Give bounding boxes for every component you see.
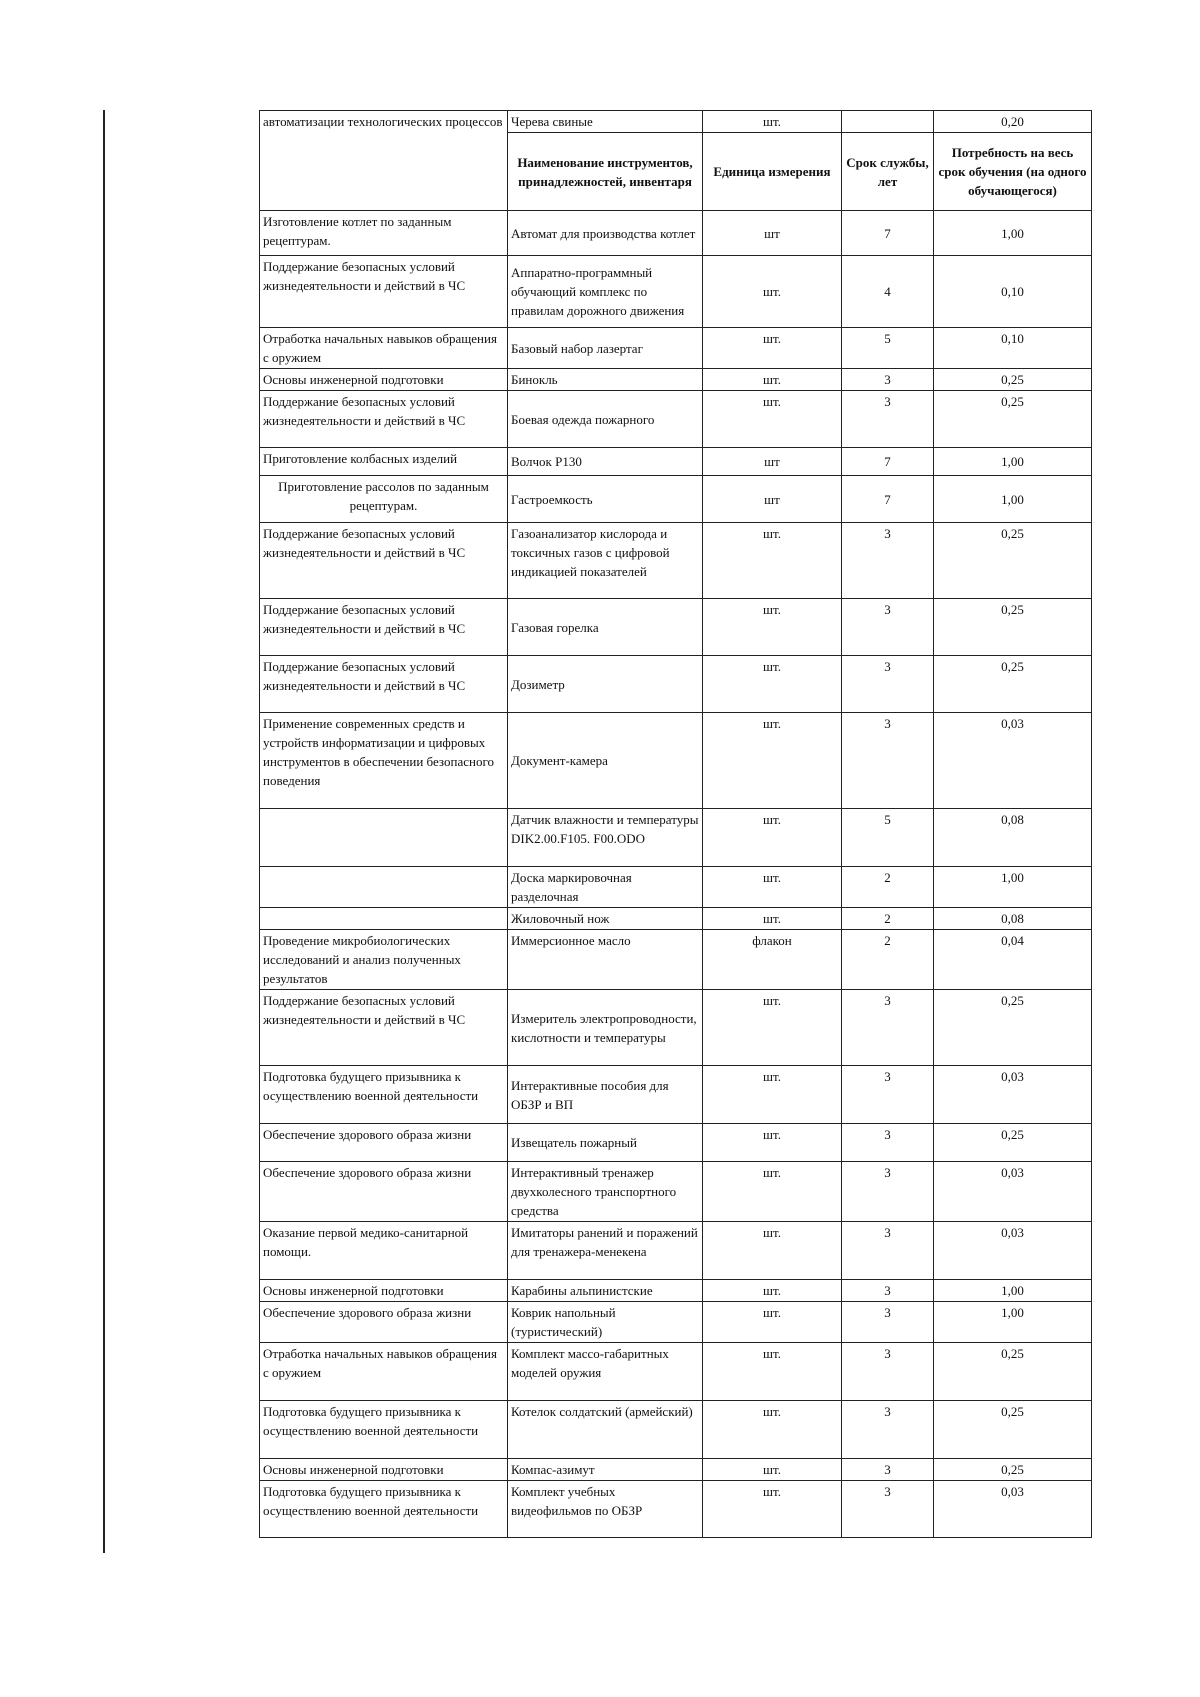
unit-cell: шт. <box>703 599 842 656</box>
life-cell: 5 <box>842 809 934 867</box>
life-cell: 3 <box>842 713 934 809</box>
table-row <box>260 211 1092 256</box>
activity-cell: Поддержание безопасных условий жизнедеятельности и действий в ЧС <box>260 523 508 599</box>
unit-cell: шт. <box>703 111 842 133</box>
table-row <box>260 111 1092 133</box>
life-cell: 3 <box>842 369 934 391</box>
table-row <box>260 369 1092 391</box>
activity-cell: Подготовка будущего призывника к осуществлению военной деятельности <box>260 1481 508 1538</box>
unit-cell: шт. <box>703 1343 842 1401</box>
item-cell: Котелок солдатский (армейский) <box>508 1401 703 1459</box>
item-cell: Волчок Р130 <box>508 448 703 476</box>
life-cell: 2 <box>842 908 934 930</box>
need-cell: 0,03 <box>934 713 1092 809</box>
need-cell: 0,03 <box>934 1066 1092 1124</box>
header-need: Потребность на весь срок обучения (на одного обучающегося) <box>934 133 1092 211</box>
item-cell: Комплект массо-габаритных моделей оружия <box>508 1343 703 1401</box>
activity-cell: Оказание первой медико-санитарной помощи. <box>260 1222 508 1280</box>
table-row <box>260 713 1092 809</box>
activity-cell: Поддержание безопасных условий жизнедеятельности и действий в ЧС <box>260 391 508 448</box>
item-cell: Боевая одежда пожарного <box>508 391 703 448</box>
table-row <box>260 656 1092 713</box>
item-cell: Доска маркировочная разделочная <box>508 867 703 908</box>
life-cell: 2 <box>842 867 934 908</box>
activity-cell: Отработка начальных навыков обращения с оружием <box>260 1343 508 1401</box>
activity-cell: Подготовка будущего призывника к осуществлению военной деятельности <box>260 1066 508 1124</box>
unit-cell: шт. <box>703 523 842 599</box>
life-cell: 3 <box>842 1280 934 1302</box>
unit-cell: шт. <box>703 1222 842 1280</box>
activity-cell: Обеспечение здорового образа жизни <box>260 1162 508 1222</box>
item-cell: Коврик напольный (туристический) <box>508 1302 703 1343</box>
activity-cell: Приготовление колбасных изделий <box>260 448 508 476</box>
left-margin-rule <box>103 110 105 1553</box>
unit-cell: флакон <box>703 930 842 990</box>
need-cell: 0,03 <box>934 1222 1092 1280</box>
unit-cell: шт. <box>703 809 842 867</box>
need-cell: 1,00 <box>934 448 1092 476</box>
need-cell: 0,25 <box>934 369 1092 391</box>
table-row <box>260 930 1092 990</box>
table-row <box>260 1459 1092 1481</box>
item-cell: Документ-камера <box>508 713 703 809</box>
life-cell: 7 <box>842 448 934 476</box>
activity-cell: Изготовление котлет по заданным рецептурам. <box>260 211 508 256</box>
need-cell: 0,25 <box>934 1459 1092 1481</box>
activity-cell: Приготовление рассолов по заданным рецептурам. <box>260 476 508 523</box>
item-cell: Газовая горелка <box>508 599 703 656</box>
need-cell: 0,03 <box>934 1162 1092 1222</box>
item-cell: Иммерсионное масло <box>508 930 703 990</box>
life-cell: 3 <box>842 523 934 599</box>
unit-cell: шт. <box>703 369 842 391</box>
life-cell: 3 <box>842 599 934 656</box>
need-cell: 0,25 <box>934 1343 1092 1401</box>
need-cell: 0,04 <box>934 930 1092 990</box>
unit-cell: шт. <box>703 391 842 448</box>
table-row <box>260 1124 1092 1162</box>
activity-cell: Подготовка будущего призывника к осуществлению военной деятельности <box>260 1401 508 1459</box>
unit-cell: шт. <box>703 256 842 328</box>
table-row <box>260 1066 1092 1124</box>
life-cell: 3 <box>842 1401 934 1459</box>
item-cell: Карабины альпинистские <box>508 1280 703 1302</box>
life-cell: 5 <box>842 328 934 369</box>
need-cell: 1,00 <box>934 867 1092 908</box>
life-cell: 4 <box>842 256 934 328</box>
header-unit: Единица измерения <box>703 133 842 211</box>
life-cell: 3 <box>842 1162 934 1222</box>
need-cell: 0,25 <box>934 656 1092 713</box>
unit-cell: шт. <box>703 1162 842 1222</box>
unit-cell: шт <box>703 448 842 476</box>
header-life: Срок службы, лет <box>842 133 934 211</box>
table-row <box>260 328 1092 369</box>
item-cell: Компас-азимут <box>508 1459 703 1481</box>
activity-cell: Отработка начальных навыков обращения с оружием <box>260 328 508 369</box>
item-cell: Бинокль <box>508 369 703 391</box>
item-cell: Газоанализатор кислорода и токсичных газов с цифровой индикацией показателей <box>508 523 703 599</box>
activity-cell: Основы инженерной подготовки <box>260 1280 508 1302</box>
table-row <box>260 1401 1092 1459</box>
activity-cell: Основы инженерной подготовки <box>260 369 508 391</box>
unit-cell: шт. <box>703 328 842 369</box>
activity-cell: Поддержание безопасных условий жизнедеятельности и действий в ЧС <box>260 990 508 1066</box>
table-row <box>260 1302 1092 1343</box>
table-row <box>260 256 1092 328</box>
table-row <box>260 599 1092 656</box>
life-cell: 7 <box>842 476 934 523</box>
table-row <box>260 1280 1092 1302</box>
unit-cell: шт. <box>703 867 842 908</box>
activity-cell: автоматизации технологических процессов <box>260 111 508 211</box>
activity-cell: Обеспечение здорового образа жизни <box>260 1124 508 1162</box>
table-row <box>260 990 1092 1066</box>
life-cell: 3 <box>842 1459 934 1481</box>
unit-cell: шт. <box>703 1401 842 1459</box>
life-cell: 3 <box>842 1302 934 1343</box>
activity-cell: Применение современных средств и устройств информатизации и цифровых инструментов в обеспечении безопасного поведения <box>260 713 508 809</box>
item-cell: Имитаторы ранений и поражений для тренажера-менекена <box>508 1222 703 1280</box>
life-cell <box>842 111 934 133</box>
life-cell: 7 <box>842 211 934 256</box>
activity-cell <box>260 908 508 930</box>
life-cell: 3 <box>842 1222 934 1280</box>
unit-cell: шт. <box>703 1459 842 1481</box>
unit-cell: шт. <box>703 713 842 809</box>
item-cell: Интерактивный тренажер двухколесного транспортного средства <box>508 1162 703 1222</box>
table-row <box>260 476 1092 523</box>
need-cell: 0,08 <box>934 908 1092 930</box>
unit-cell: шт. <box>703 656 842 713</box>
item-cell: Дозиметр <box>508 656 703 713</box>
equipment-table <box>259 110 1092 1538</box>
unit-cell: шт <box>703 476 842 523</box>
table-row <box>260 523 1092 599</box>
unit-cell: шт. <box>703 1066 842 1124</box>
unit-cell: шт. <box>703 990 842 1066</box>
need-cell: 0,20 <box>934 111 1092 133</box>
need-cell: 0,25 <box>934 990 1092 1066</box>
life-cell: 3 <box>842 1481 934 1538</box>
need-cell: 0,03 <box>934 1481 1092 1538</box>
item-cell: Датчик влажности и температуры DIK2.00.F105. F00.ODO <box>508 809 703 867</box>
need-cell: 0,10 <box>934 328 1092 369</box>
unit-cell: шт. <box>703 1124 842 1162</box>
table-row <box>260 908 1092 930</box>
item-cell: Черева свиные <box>508 111 703 133</box>
need-cell: 0,10 <box>934 256 1092 328</box>
need-cell: 0,25 <box>934 599 1092 656</box>
table-row <box>260 448 1092 476</box>
table-row <box>260 1343 1092 1401</box>
item-cell: Жиловочный нож <box>508 908 703 930</box>
need-cell: 1,00 <box>934 211 1092 256</box>
item-cell: Аппаратно-программный обучающий комплекс по правилам дорожного движения <box>508 256 703 328</box>
table-row <box>260 1162 1092 1222</box>
activity-cell <box>260 809 508 867</box>
table-row <box>260 809 1092 867</box>
need-cell: 1,00 <box>934 1302 1092 1343</box>
item-cell: Интерактивные пособия для ОБЗР и ВП <box>508 1066 703 1124</box>
unit-cell: шт. <box>703 1302 842 1343</box>
need-cell: 1,00 <box>934 1280 1092 1302</box>
life-cell: 2 <box>842 930 934 990</box>
activity-cell: Проведение микробиологических исследований и анализ полученных результатов <box>260 930 508 990</box>
need-cell: 1,00 <box>934 476 1092 523</box>
need-cell: 0,08 <box>934 809 1092 867</box>
life-cell: 3 <box>842 1066 934 1124</box>
table-row <box>260 867 1092 908</box>
unit-cell: шт <box>703 211 842 256</box>
need-cell: 0,25 <box>934 391 1092 448</box>
need-cell: 0,25 <box>934 1401 1092 1459</box>
life-cell: 3 <box>842 1124 934 1162</box>
item-cell: Измеритель электропроводности, кислотности и температуры <box>508 990 703 1066</box>
table-row <box>260 1481 1092 1538</box>
life-cell: 3 <box>842 656 934 713</box>
activity-cell: Поддержание безопасных условий жизнедеятельности и действий в ЧС <box>260 656 508 713</box>
item-cell: Автомат для производства котлет <box>508 211 703 256</box>
unit-cell: шт. <box>703 908 842 930</box>
life-cell: 3 <box>842 1343 934 1401</box>
unit-cell: шт. <box>703 1280 842 1302</box>
activity-cell: Основы инженерной подготовки <box>260 1459 508 1481</box>
item-cell: Извещатель пожарный <box>508 1124 703 1162</box>
life-cell: 3 <box>842 990 934 1066</box>
activity-cell: Поддержание безопасных условий жизнедеятельности и действий в ЧС <box>260 256 508 328</box>
table-row <box>260 391 1092 448</box>
activity-cell <box>260 867 508 908</box>
need-cell: 0,25 <box>934 523 1092 599</box>
activity-cell: Обеспечение здорового образа жизни <box>260 1302 508 1343</box>
unit-cell: шт. <box>703 1481 842 1538</box>
item-cell: Комплект учебных видеофильмов по ОБЗР <box>508 1481 703 1538</box>
header-item: Наименование инструментов, принадлежностей, инвентаря <box>508 133 703 211</box>
activity-cell: Поддержание безопасных условий жизнедеятельности и действий в ЧС <box>260 599 508 656</box>
item-cell: Гастроемкость <box>508 476 703 523</box>
life-cell: 3 <box>842 391 934 448</box>
table-row <box>260 1222 1092 1280</box>
need-cell: 0,25 <box>934 1124 1092 1162</box>
item-cell: Базовый набор лазертаг <box>508 328 703 369</box>
